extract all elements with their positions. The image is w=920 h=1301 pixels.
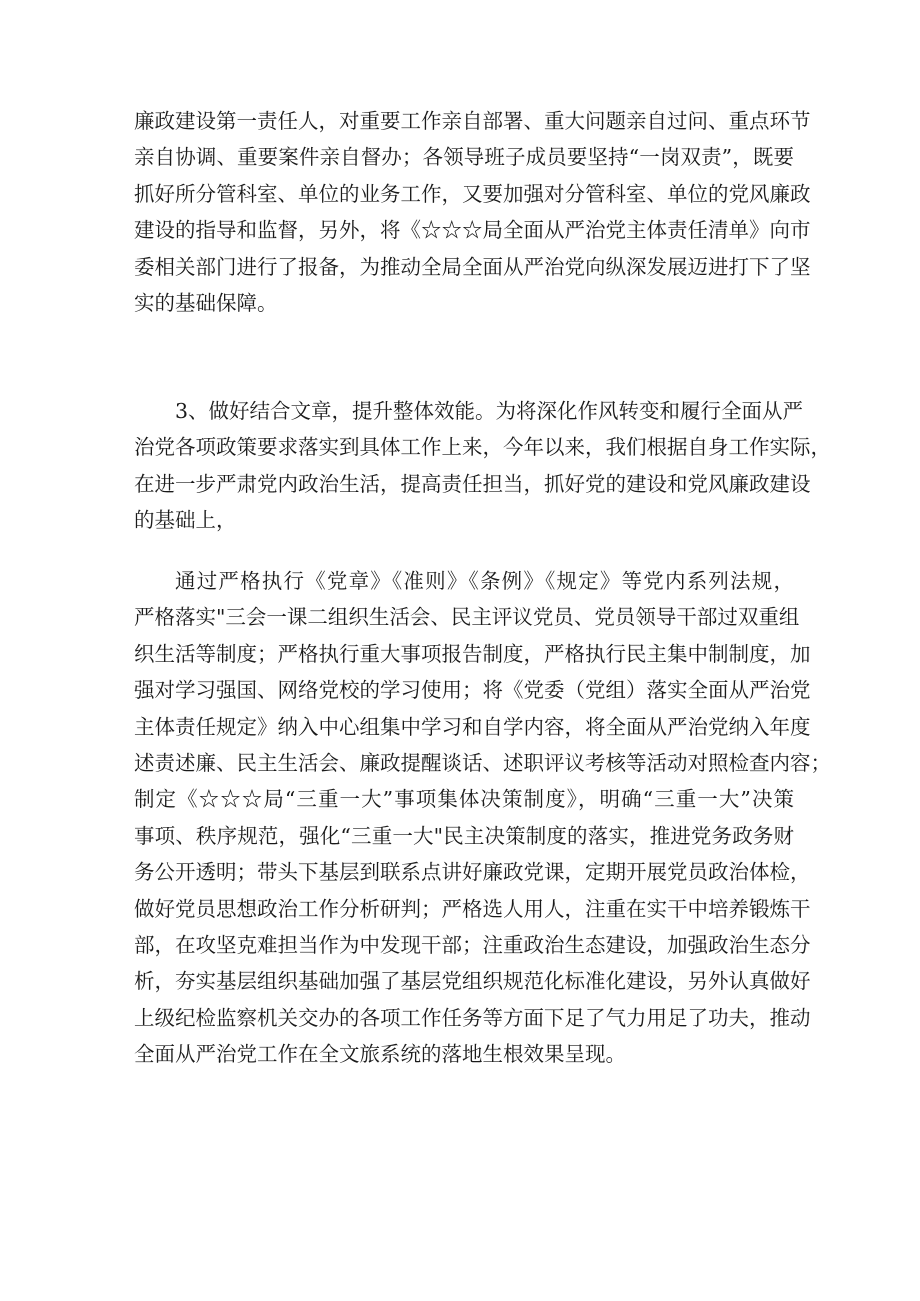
text-line: 实的基础保障。 xyxy=(134,291,278,316)
text-line: 抓好所分管科室、单位的业务工作，又要加强对分管科室、单位的党风廉政 xyxy=(134,181,811,206)
text-line: 的基础上， xyxy=(134,508,237,533)
text-line: 廉政建设第一责任人，对重要工作亲自部署、重大问题亲自过问、重点环节 xyxy=(134,109,811,133)
text-line: 织生活等制度；严格执行重大事项报告制度，严格执行民主集中制制度，加 xyxy=(134,641,811,666)
text-line: 在进一步严肃党内政治生活，提高责任担当，抓好党的建设和党风廉政建设 xyxy=(134,471,811,496)
paragraph-section-3 xyxy=(134,393,831,539)
text-line: 强对学习强国、网络党校的学习使用；将《党委（党组）落实全面从严治党 xyxy=(134,678,811,703)
text-line: 严格落实"三会一课二组织生活会、民主评议党员、党员领导干部过双重组 xyxy=(134,605,800,630)
paragraph-responsibility xyxy=(134,103,811,321)
text-line: 全面从严治党工作在全文旅系统的落地生根效果呈现。 xyxy=(134,1042,626,1067)
text-line: 委相关部门进行了报备，为推动全局全面从严治党向纵深发展迈进打下了坚 xyxy=(134,254,811,279)
text-line: 建设的指导和监督，另外，将《☆☆☆局全面从严治党主体责任清单》向市 xyxy=(134,218,811,243)
text-line: 主体责任规定》纳入中心组集中学习和自学内容，将全面从严治党纳入年度 xyxy=(134,714,811,739)
text-line: 部，在攻坚克难担当作为中发现干部；注重政治生态建设，加强政治生态分 xyxy=(134,933,811,958)
text-line: 述责述廉、民主生活会、廉政提醒谈话、述职评议考核等活动对照检查内容； xyxy=(134,751,831,776)
text-line: 通过严格执行《党章》《准则》《条例》《规定》等党内系列法规， xyxy=(175,569,794,593)
text-line: 事项、秩序规范，强化“三重一大"民主决策制度的落实，推进党务政务财 xyxy=(134,823,794,848)
text-line: 务公开透明；带头下基层到联系点讲好廉政党课，定期开展党员政治体检， xyxy=(134,860,811,885)
text-line: 亲自协调、重要案件亲自督办；各领导班子成员要坚持“一岗双责”，既要 xyxy=(134,145,794,170)
text-line: 上级纪检监察机关交办的各项工作任务等方面下足了气力用足了功夫，推动 xyxy=(134,1005,811,1030)
paragraph-measures xyxy=(134,563,831,1073)
text-line: 治党各项政策要求落实到具体工作上来，今年以来，我们根据自身工作实际， xyxy=(134,435,831,460)
text-line: 制定《☆☆☆局“三重一大”事项集体决策制度》，明确“三重一大”决策 xyxy=(134,787,794,812)
text-line: 做好党员思想政治工作分析研判；严格选人用人，注重在实干中培养锻炼干 xyxy=(134,896,811,921)
text-line: 析，夯实基层组织基础加强了基层党组织规范化标准化建设，另外认真做好 xyxy=(134,969,811,994)
text-line: 3、做好结合文章，提升整体效能。为将深化作风转变和履行全面从严 xyxy=(175,399,804,423)
